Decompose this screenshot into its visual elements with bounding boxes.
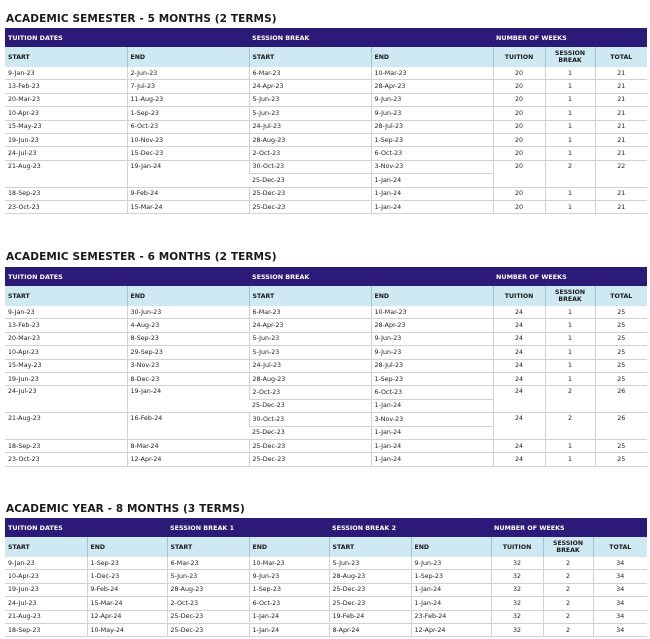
table-cell: 18-Sep-23	[5, 439, 127, 452]
table-cell: 10-May-24	[87, 623, 167, 636]
table-cell: 26	[595, 386, 647, 413]
table-cell: 21-Aug-23	[5, 413, 127, 440]
table-cell: 6-Oct-23	[127, 120, 249, 133]
table-cell: 9-Jun-23	[371, 346, 493, 359]
column-header-tuition-weeks: TUITION	[493, 286, 545, 306]
table-row	[5, 107, 647, 120]
table-cell: 1	[545, 147, 595, 160]
table-cell: 24-Jul-23	[249, 359, 371, 372]
table-cell: 25-Dec-23	[329, 597, 411, 610]
table-cell: 9-Feb-24	[127, 187, 249, 200]
table-row	[5, 200, 647, 213]
table-cell: 28-Aug-23	[167, 583, 249, 596]
table-cell: 25	[595, 359, 647, 372]
table-cell: 25-Dec-23	[249, 426, 371, 439]
table-cell: 34	[593, 623, 647, 636]
table-cell: 25	[595, 346, 647, 359]
table-cell: 21	[595, 147, 647, 160]
column-header-break2-end: END	[411, 537, 491, 557]
group-header-number-of-weeks: NUMBER OF WEEKS	[493, 267, 647, 286]
table-cell: 24-Apr-23	[249, 80, 371, 93]
table-row	[5, 610, 647, 623]
table-cell: 34	[593, 597, 647, 610]
table-cell: 23-Feb-24	[411, 610, 491, 623]
table-cell: 26	[595, 413, 647, 440]
table-cell: 1-Sep-23	[127, 107, 249, 120]
section-title-year-8-months: ACADEMIC YEAR - 8 MONTHS (3 TERMS)	[6, 503, 245, 515]
group-header-number-of-weeks: NUMBER OF WEEKS	[491, 518, 647, 537]
column-header-break-start: START	[249, 286, 371, 306]
table-row	[5, 147, 647, 160]
table-cell: 12-Apr-24	[87, 610, 167, 623]
table-cell: 19-Feb-24	[329, 610, 411, 623]
table-row	[5, 133, 647, 146]
table-cell: 20	[493, 120, 545, 133]
table-cell: 8-Dec-23	[127, 372, 249, 385]
table-cell: 20	[493, 80, 545, 93]
table-cell: 24	[493, 359, 545, 372]
column-header-row	[5, 47, 647, 67]
column-header-total-weeks: TOTAL	[595, 47, 647, 67]
table-cell: 1-Jan-24	[371, 200, 493, 213]
table-cell: 3-Nov-23	[371, 160, 493, 173]
table-cell: 16-Feb-24	[127, 413, 249, 440]
table-cell: 21-Aug-23	[5, 160, 127, 187]
table-cell: 1-Jan-24	[371, 439, 493, 452]
table-row	[5, 306, 647, 319]
table-row	[5, 557, 647, 570]
group-header-tuition-dates: TUITION DATES	[5, 267, 249, 286]
table-cell: 2-Jun-23	[127, 67, 249, 80]
table-cell: 25-Dec-23	[167, 610, 249, 623]
table-cell: 1-Jan-24	[249, 623, 329, 636]
column-header-break-weeks: SESSION BREAK	[543, 537, 593, 557]
table-cell: 1	[545, 319, 595, 332]
table-cell: 9-Jan-23	[5, 306, 127, 319]
table-cell: 32	[491, 610, 543, 623]
table-cell: 32	[491, 597, 543, 610]
table-cell: 5-Jun-23	[249, 107, 371, 120]
table-cell: 25	[595, 372, 647, 385]
table-cell: 23-Oct-23	[5, 453, 127, 466]
table-cell: 1	[545, 453, 595, 466]
table-cell: 24-Jul-23	[249, 120, 371, 133]
table-cell: 20	[493, 67, 545, 80]
table-row	[5, 67, 647, 80]
column-header-tuition-weeks: TUITION	[491, 537, 543, 557]
table-body	[5, 557, 647, 637]
table-cell: 6-Mar-23	[249, 306, 371, 319]
table-cell: 6-Oct-23	[249, 597, 329, 610]
table-cell: 10-Nov-23	[127, 133, 249, 146]
table-cell: 18-Sep-23	[5, 187, 127, 200]
table-cell: 1	[545, 359, 595, 372]
table-cell: 28-Aug-23	[249, 372, 371, 385]
table-cell: 10-Mar-23	[371, 67, 493, 80]
column-header-row	[5, 286, 647, 306]
table-cell: 34	[593, 570, 647, 583]
table-row	[5, 386, 647, 399]
table-cell: 9-Jun-23	[371, 93, 493, 106]
table-cell: 10-Mar-23	[371, 306, 493, 319]
table-cell: 15-May-23	[5, 359, 127, 372]
table-cell: 25-Dec-23	[167, 623, 249, 636]
table-cell: 9-Jun-23	[371, 332, 493, 345]
table-cell: 1	[545, 133, 595, 146]
table-cell: 15-Mar-24	[127, 200, 249, 213]
group-header-tuition-dates: TUITION DATES	[5, 518, 167, 537]
table-cell: 9-Feb-24	[87, 583, 167, 596]
table-cell: 18-Sep-23	[5, 623, 87, 636]
table-cell: 1-Sep-23	[371, 133, 493, 146]
table-cell: 1	[545, 120, 595, 133]
schedule-table-year-8-months	[5, 518, 647, 637]
table-row	[5, 187, 647, 200]
column-header-break2-start: START	[329, 537, 411, 557]
table-cell: 1	[545, 200, 595, 213]
group-header-session-break-2: SESSION BREAK 2	[329, 518, 491, 537]
table-cell: 20-Mar-23	[5, 332, 127, 345]
table-cell: 29-Sep-23	[127, 346, 249, 359]
table-cell: 1	[545, 107, 595, 120]
table-cell: 9-Jan-23	[5, 67, 127, 80]
table-cell: 1-Sep-23	[411, 570, 491, 583]
table-cell: 5-Jun-23	[329, 557, 411, 570]
table-cell: 25	[595, 319, 647, 332]
table-cell: 10-Apr-23	[5, 346, 127, 359]
table-cell: 13-Feb-23	[5, 80, 127, 93]
table-cell: 21	[595, 120, 647, 133]
table-cell: 1-Jan-24	[249, 610, 329, 623]
table-cell: 12-Apr-24	[411, 623, 491, 636]
table-cell: 22	[595, 160, 647, 187]
table-cell: 9-Jun-23	[249, 570, 329, 583]
table-row	[5, 93, 647, 106]
table-cell: 34	[593, 610, 647, 623]
table-row	[5, 319, 647, 332]
table-cell: 24-Jul-23	[5, 386, 127, 413]
table-cell: 20	[493, 147, 545, 160]
table-cell: 1-Jan-24	[371, 453, 493, 466]
section-title-semester-6-months: ACADEMIC SEMESTER - 6 MONTHS (2 TERMS)	[6, 251, 277, 263]
table-row	[5, 332, 647, 345]
table-cell: 28-Apr-23	[371, 319, 493, 332]
table-cell: 2	[545, 386, 595, 413]
table-cell: 2	[543, 557, 593, 570]
table-cell: 24	[493, 453, 545, 466]
table-cell: 21	[595, 200, 647, 213]
table-cell: 21	[595, 67, 647, 80]
column-header-break-weeks: SESSION BREAK	[545, 286, 595, 306]
table-cell: 30-Oct-23	[249, 160, 371, 173]
column-header-tuition-end: END	[87, 537, 167, 557]
table-cell: 1	[545, 332, 595, 345]
table-cell: 19-Jan-24	[127, 386, 249, 413]
table-row	[5, 160, 647, 173]
table-cell: 5-Jun-23	[249, 346, 371, 359]
table-cell: 24	[493, 306, 545, 319]
schedule-table-semester-6-months	[5, 267, 647, 467]
table-cell: 20	[493, 200, 545, 213]
group-header-tuition-dates: TUITION DATES	[5, 28, 249, 47]
table-cell: 8-Sep-23	[127, 332, 249, 345]
table-cell: 24	[493, 439, 545, 452]
table-cell: 7-Jul-23	[127, 80, 249, 93]
column-header-row	[5, 537, 647, 557]
table-row	[5, 453, 647, 466]
table-cell: 25-Dec-23	[249, 187, 371, 200]
column-header-tuition-start: START	[5, 537, 87, 557]
table-cell: 1	[545, 67, 595, 80]
table-cell: 24	[493, 346, 545, 359]
table-cell: 1	[545, 306, 595, 319]
table-row	[5, 623, 647, 636]
table-cell: 32	[491, 623, 543, 636]
table-cell: 24-Apr-23	[249, 319, 371, 332]
table-cell: 20	[493, 107, 545, 120]
table-cell: 19-Jun-23	[5, 133, 127, 146]
table-cell: 32	[491, 557, 543, 570]
column-header-tuition-start: START	[5, 47, 127, 67]
table-row	[5, 120, 647, 133]
table-row	[5, 80, 647, 93]
group-header-row	[5, 518, 647, 537]
table-cell: 25	[595, 453, 647, 466]
table-cell: 8-Mar-24	[127, 439, 249, 452]
table-cell: 2	[543, 610, 593, 623]
table-cell: 2	[543, 597, 593, 610]
table-cell: 3-Nov-23	[371, 413, 493, 426]
table-cell: 19-Jun-23	[5, 583, 87, 596]
table-cell: 11-Aug-23	[127, 93, 249, 106]
table-cell: 15-May-23	[5, 120, 127, 133]
table-cell: 13-Feb-23	[5, 319, 127, 332]
table-cell: 32	[491, 583, 543, 596]
table-cell: 1	[545, 187, 595, 200]
table-cell: 25-Dec-23	[249, 399, 371, 412]
table-cell: 34	[593, 557, 647, 570]
column-header-tuition-weeks: TUITION	[493, 47, 545, 67]
table-cell: 28-Jul-23	[371, 359, 493, 372]
table-body	[5, 67, 647, 214]
table-cell: 5-Jun-23	[249, 332, 371, 345]
table-cell: 3-Nov-23	[127, 359, 249, 372]
column-header-break-weeks: SESSION BREAK	[545, 47, 595, 67]
table-cell: 2	[543, 570, 593, 583]
table-cell: 19-Jun-23	[5, 372, 127, 385]
table-cell: 28-Apr-23	[371, 80, 493, 93]
table-row	[5, 570, 647, 583]
table-row	[5, 413, 647, 426]
table-row	[5, 583, 647, 596]
schedule-table-semester-5-months	[5, 28, 647, 214]
table-cell: 24	[493, 386, 545, 413]
column-header-tuition-end: END	[127, 47, 249, 67]
table-cell: 2	[543, 583, 593, 596]
table-cell: 1	[545, 80, 595, 93]
table-cell: 1-Sep-23	[87, 557, 167, 570]
table-cell: 30-Jun-23	[127, 306, 249, 319]
table-cell: 4-Aug-23	[127, 319, 249, 332]
column-header-break-end: END	[371, 47, 493, 67]
table-cell: 24	[493, 413, 545, 440]
table-cell: 1-Sep-23	[371, 372, 493, 385]
table-cell: 2-Oct-23	[167, 597, 249, 610]
table-cell: 20	[493, 160, 545, 187]
table-cell: 32	[491, 570, 543, 583]
table-row	[5, 372, 647, 385]
table-cell: 24-Jul-23	[5, 147, 127, 160]
table-cell: 1	[545, 346, 595, 359]
table-cell: 1-Jan-24	[371, 426, 493, 439]
table-cell: 1	[545, 439, 595, 452]
table-cell: 34	[593, 583, 647, 596]
table-cell: 9-Jun-23	[411, 557, 491, 570]
table-cell: 15-Mar-24	[87, 597, 167, 610]
table-cell: 1-Jan-24	[371, 399, 493, 412]
table-cell: 20	[493, 93, 545, 106]
table-cell: 9-Jan-23	[5, 557, 87, 570]
table-cell: 6-Oct-23	[371, 386, 493, 399]
column-header-break-end: END	[371, 286, 493, 306]
table-row	[5, 359, 647, 372]
table-cell: 25-Dec-23	[249, 174, 371, 187]
table-cell: 28-Aug-23	[249, 133, 371, 146]
table-cell: 5-Jun-23	[249, 93, 371, 106]
table-cell: 2	[543, 623, 593, 636]
table-cell: 24	[493, 332, 545, 345]
table-cell: 2-Oct-23	[249, 147, 371, 160]
table-cell: 10-Apr-23	[5, 570, 87, 583]
table-cell: 1-Jan-24	[411, 583, 491, 596]
table-cell: 21	[595, 187, 647, 200]
table-row	[5, 597, 647, 610]
table-cell: 6-Oct-23	[371, 147, 493, 160]
column-header-tuition-start: START	[5, 286, 127, 306]
table-cell: 25-Dec-23	[249, 439, 371, 452]
table-cell: 2-Oct-23	[249, 386, 371, 399]
group-header-row	[5, 28, 647, 47]
group-header-number-of-weeks: NUMBER OF WEEKS	[493, 28, 647, 47]
section-title-semester-5-months: ACADEMIC SEMESTER - 5 MONTHS (2 TERMS)	[6, 13, 277, 25]
table-cell: 24	[493, 319, 545, 332]
table-row	[5, 439, 647, 452]
table-cell: 1	[545, 93, 595, 106]
table-cell: 25-Dec-23	[249, 200, 371, 213]
table-cell: 24-Jul-23	[5, 597, 87, 610]
column-header-total-weeks: TOTAL	[595, 286, 647, 306]
group-header-session-break: SESSION BREAK	[249, 28, 493, 47]
column-header-break1-end: END	[249, 537, 329, 557]
table-cell: 20-Mar-23	[5, 93, 127, 106]
table-cell: 19-Jan-24	[127, 160, 249, 187]
column-header-break1-start: START	[167, 537, 249, 557]
table-cell: 2	[545, 413, 595, 440]
table-cell: 8-Apr-24	[329, 623, 411, 636]
table-cell: 25	[595, 306, 647, 319]
table-cell: 21	[595, 133, 647, 146]
table-cell: 21	[595, 107, 647, 120]
table-cell: 25	[595, 332, 647, 345]
group-header-session-break: SESSION BREAK	[249, 267, 493, 286]
table-cell: 30-Oct-23	[249, 413, 371, 426]
column-header-break-start: START	[249, 47, 371, 67]
table-cell: 21	[595, 80, 647, 93]
table-cell: 9-Jun-23	[371, 107, 493, 120]
table-cell: 25	[595, 439, 647, 452]
table-cell: 1-Dec-23	[87, 570, 167, 583]
table-cell: 10-Apr-23	[5, 107, 127, 120]
table-cell: 23-Oct-23	[5, 200, 127, 213]
table-cell: 15-Dec-23	[127, 147, 249, 160]
table-cell: 20	[493, 187, 545, 200]
table-cell: 28-Jul-23	[371, 120, 493, 133]
table-cell: 1	[545, 372, 595, 385]
table-cell: 6-Mar-23	[167, 557, 249, 570]
table-cell: 20	[493, 133, 545, 146]
group-header-row	[5, 267, 647, 286]
table-row	[5, 346, 647, 359]
table-body	[5, 306, 647, 466]
table-cell: 25-Dec-23	[249, 453, 371, 466]
column-header-total-weeks: TOTAL	[593, 537, 647, 557]
table-cell: 1-Jan-24	[371, 174, 493, 187]
table-cell: 10-Mar-23	[249, 557, 329, 570]
table-cell: 21	[595, 93, 647, 106]
column-header-tuition-end: END	[127, 286, 249, 306]
group-header-session-break-1: SESSION BREAK 1	[167, 518, 329, 537]
table-cell: 1-Jan-24	[371, 187, 493, 200]
table-cell: 6-Mar-23	[249, 67, 371, 80]
table-cell: 21-Aug-23	[5, 610, 87, 623]
table-cell: 25-Dec-23	[329, 583, 411, 596]
table-cell: 1-Jan-24	[411, 597, 491, 610]
table-cell: 1-Sep-23	[249, 583, 329, 596]
table-cell: 2	[545, 160, 595, 187]
table-cell: 5-Jun-23	[167, 570, 249, 583]
table-cell: 12-Apr-24	[127, 453, 249, 466]
table-cell: 24	[493, 372, 545, 385]
table-cell: 28-Aug-23	[329, 570, 411, 583]
